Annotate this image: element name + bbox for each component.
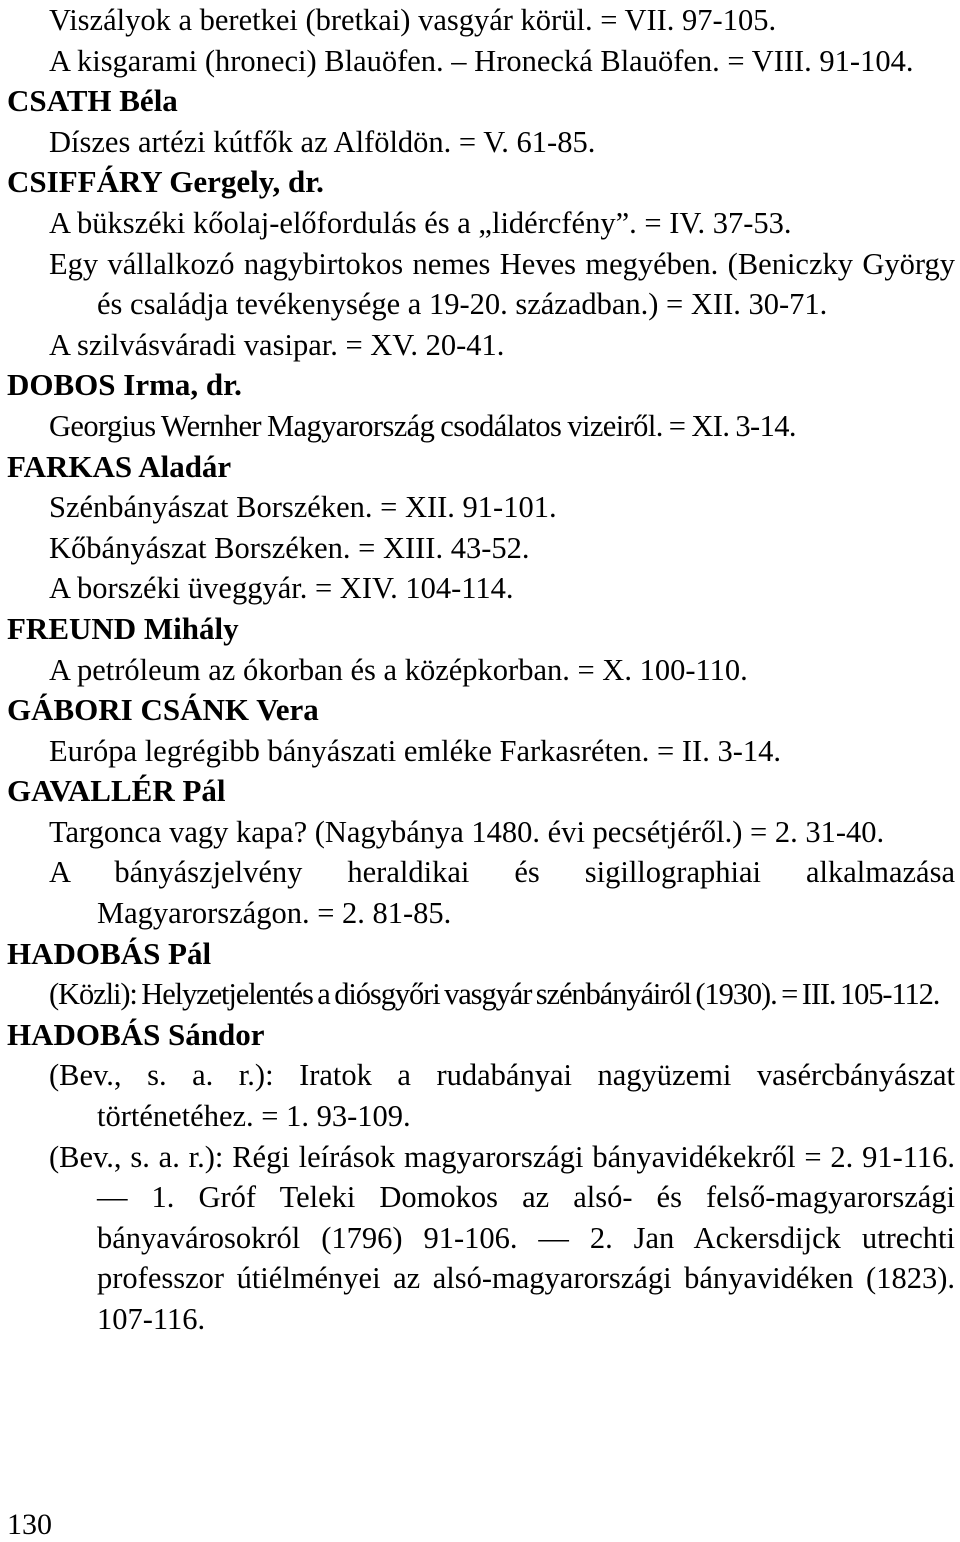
bibliography-entry: Viszályok a beretkei (bretkai) vasgyár körül. = VII. 97-105. xyxy=(49,3,777,37)
bibliography-entry: Szénbányászat Borszéken. = XII. 91-101. xyxy=(49,490,557,525)
bibliography-entry: A kisgarami (hroneci) Blauöfen. – Hronecká Blauöfen. = VIII. 91-104. xyxy=(49,43,914,78)
bibliography-entry: (Bev., s. a. r.): Iratok a rudabányai nagyüzemi vasércbányászat történetéhez. = 1. 93-109. xyxy=(49,1058,955,1134)
author-heading: GÁBORI CSÁNK Vera xyxy=(7,692,319,728)
bibliography-entry: Díszes artézi kútfők az Alföldön. = V. 61-85. xyxy=(49,124,596,159)
author-heading: DOBOS Irma, dr. xyxy=(7,367,242,403)
author-heading: FARKAS Aladár xyxy=(7,448,232,484)
bibliography-entry: Európa legrégibb bányászati emléke Farkasréten. = II. 3-14. xyxy=(49,733,781,768)
bibliography-entry: (Bev., s. a. r.): Régi leírások magyarországi bányavidékekről = 2. 91-116. — 1. Gróf Teleki Domokos az alsó- és felső-magyarországi bányavárosokról (1796) 91-106. — 2. Jan Ackersdijck utrechti professzor útiélményei az alsó-magyarországi bányavidéken (1823). 107-116. xyxy=(49,1139,955,1336)
bibliography-entry: A bükszéki kőolaj-előfordulás és a „lidércfény”. = IV. 37-53. xyxy=(49,205,792,240)
bibliography-entry: A borszéki üveggyár. = XIV. 104-114. xyxy=(49,571,514,606)
author-heading: HADOBÁS Pál xyxy=(7,935,212,971)
bibliography-entry: A szilvásváradi vasipar. = XV. 20-41. xyxy=(49,327,505,362)
author-heading: CSIFFÁRY Gergely, dr. xyxy=(7,164,324,200)
bibliography-entry: A bányászjelvény heraldikai és sigillographiai alkalmazása Magyarországon. = 2. 81-85. xyxy=(49,855,955,931)
author-heading: GAVALLÉR Pál xyxy=(7,773,226,809)
bibliography-entry: Kőbányászat Borszéken. = XIII. 43-52. xyxy=(49,530,530,565)
bibliography-entry: Georgius Wernher Magyarország csodálatos vizeiről. = XI. 3-14. xyxy=(49,408,796,443)
bibliography-entry: Targonca vagy kapa? (Nagybánya 1480. évi pecsétjéről.) = 2. 31-40. xyxy=(49,814,885,849)
page-number: 130 xyxy=(7,1508,52,1541)
author-heading: HADOBÁS Sándor xyxy=(7,1016,265,1052)
bibliography-entry: A petróleum az ókorban és a középkorban. = X. 100-110. xyxy=(49,652,748,687)
bibliography-entry: (Közli): Helyzetjelentés a diósgyőri vasgyár szénbányáiról (1930). = III. 105-112. xyxy=(49,977,940,1012)
author-heading: CSATH Béla xyxy=(7,83,178,119)
bibliography-entry: Egy vállalkozó nagybirtokos nemes Heves megyében. (Beniczky György és családja tevékenysége a 19-20. században.) = XII. 30-71. xyxy=(49,246,955,322)
author-heading: FREUND Mihály xyxy=(7,610,239,646)
bibliography-list xyxy=(7,0,955,1340)
